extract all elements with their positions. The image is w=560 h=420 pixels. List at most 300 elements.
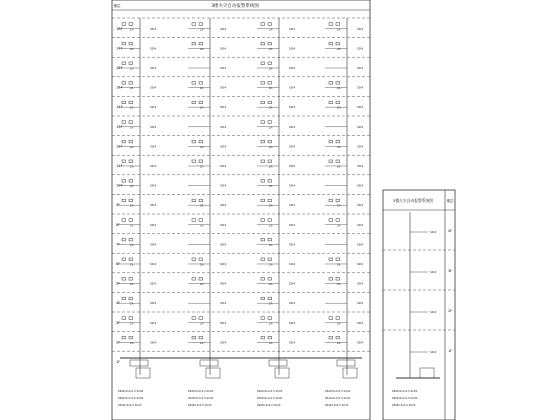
device-code: SD4 <box>357 340 364 345</box>
module-box <box>343 368 357 378</box>
device-code: SD4 <box>289 65 296 70</box>
module-code: ZA <box>269 145 273 149</box>
smoke-detector-symbol <box>329 317 333 320</box>
smoke-detector-symbol <box>336 101 340 104</box>
floor-device-group <box>325 242 363 246</box>
floor-label: 8F <box>116 222 121 227</box>
floor-device-group <box>257 317 295 326</box>
smoke-detector-symbol <box>122 238 126 241</box>
device-code: SD4 <box>430 310 437 314</box>
device-code: SD4 <box>357 144 364 149</box>
floor-device-group <box>257 336 295 345</box>
smoke-detector-symbol <box>268 317 272 320</box>
floor-device-group <box>188 219 226 228</box>
smoke-detector-symbol <box>122 140 126 143</box>
smoke-detector-symbol <box>199 101 203 104</box>
device-code: SD4 <box>289 242 296 247</box>
module-code: ZA <box>269 243 273 247</box>
floor-device-group <box>188 101 226 110</box>
smoke-detector-symbol <box>122 219 126 222</box>
floor-device-group <box>325 140 363 149</box>
module-box <box>275 368 289 378</box>
smoke-detector-symbol <box>268 62 272 64</box>
module-code: ZA <box>269 28 273 32</box>
floor-label: 16F <box>116 65 123 70</box>
smoke-detector-symbol <box>129 121 133 124</box>
floor-device-group <box>257 101 295 110</box>
device-code: SD4 <box>357 163 364 168</box>
panel-box <box>200 360 218 366</box>
module-code: ZA <box>269 204 273 208</box>
smoke-detector-symbol <box>129 160 133 163</box>
smoke-detector-symbol <box>261 62 265 64</box>
smoke-detector-symbol <box>268 297 272 300</box>
smoke-detector-symbol <box>261 23 265 26</box>
module-code: ZA <box>200 106 204 110</box>
smoke-detector-symbol <box>192 258 196 261</box>
module-code: ZA <box>269 47 273 51</box>
cable-label: ZR-RVS-2x1.5 SC20 <box>188 390 214 393</box>
smoke-detector-symbol <box>329 140 333 143</box>
floor-device-group <box>325 317 363 326</box>
module-code: ZA <box>130 145 134 149</box>
smoke-detector-symbol <box>129 336 133 339</box>
device-code: SD4 <box>357 203 364 208</box>
device-code: SD4 <box>220 320 227 325</box>
cable-label: ZR-RVS-2x1.5 SC20 <box>325 397 351 400</box>
floor-device-group <box>257 42 295 51</box>
floor-device-group <box>325 82 363 91</box>
device-code: SD4 <box>150 65 157 70</box>
floor-device-group <box>118 82 156 91</box>
device-code: SD4 <box>289 222 296 227</box>
device-code: SD4 <box>289 124 296 129</box>
floor-device-group <box>325 258 363 267</box>
floor-device-group <box>325 278 363 287</box>
module-code: ZA <box>200 283 204 287</box>
smoke-detector-symbol <box>192 160 196 163</box>
module-code: ZA <box>269 67 273 71</box>
module-code: ZA <box>337 165 341 169</box>
device-code: SD4 <box>220 340 227 345</box>
module-box <box>206 368 220 378</box>
device-code: SD4 <box>289 105 296 110</box>
smoke-detector-symbol <box>122 199 126 202</box>
device-code: SD4 <box>220 124 227 129</box>
module-code: ZA <box>130 204 134 208</box>
floor-device-group <box>118 199 156 208</box>
smoke-detector-symbol <box>336 160 340 163</box>
floor-device-group <box>118 121 156 130</box>
floor-label: 2F <box>116 340 121 345</box>
smoke-detector-symbol <box>261 297 265 300</box>
module-code: ZA <box>130 47 134 51</box>
smoke-detector-symbol <box>261 160 265 163</box>
device-code: SD4 <box>150 163 157 168</box>
smoke-detector-symbol <box>122 160 126 163</box>
module-code: ZA <box>269 87 273 91</box>
smoke-detector-symbol <box>192 140 196 143</box>
smoke-detector-symbol <box>122 101 126 104</box>
device-code: SD4 <box>220 144 227 149</box>
floor-device-group <box>257 258 295 267</box>
device-code: SD4 <box>220 46 227 51</box>
smoke-detector-symbol <box>261 219 265 222</box>
floor-label: 4F <box>116 301 121 306</box>
floor-device-group <box>118 238 156 247</box>
module-code: ZA <box>337 87 341 91</box>
device-code: SD4 <box>150 203 157 208</box>
module-code: ZA <box>269 185 273 189</box>
smoke-detector-symbol <box>199 42 203 45</box>
smoke-detector-symbol <box>122 82 126 85</box>
smoke-detector-symbol <box>122 336 126 339</box>
cable-label: ZR-BV-4x2.5 SC25 <box>257 404 281 407</box>
smoke-detector-symbol <box>192 336 196 339</box>
cable-label: ZR-RVS-2x1.5 SC20 <box>392 390 418 393</box>
module-code: ZA <box>200 263 204 267</box>
module-code: ZA <box>337 47 341 51</box>
floor-device-group <box>325 301 363 305</box>
smoke-detector-symbol <box>192 219 196 222</box>
smoke-detector-symbol <box>336 82 340 85</box>
floor-device-group <box>257 297 295 306</box>
smoke-detector-symbol <box>336 278 340 281</box>
smoke-detector-symbol <box>122 258 126 261</box>
device-code: SD4 <box>220 183 227 188</box>
cable-label: ZR-BV-4x2.5 SC25 <box>325 404 349 407</box>
module-code: ZA <box>130 263 134 267</box>
module-code: ZA <box>200 165 204 169</box>
floor-column-header: 楼层 <box>113 4 121 8</box>
panel-group <box>188 360 220 407</box>
module-code: ZA <box>269 106 273 110</box>
device-code: SD4 <box>357 183 364 188</box>
device-code: SD4 <box>289 183 296 188</box>
module-code: ZA <box>200 145 204 149</box>
smoke-detector-symbol <box>261 258 265 261</box>
smoke-detector-symbol <box>261 180 265 183</box>
floor-device-group <box>325 160 363 169</box>
cable-label: ZR-RVS-2x1.5 SC20 <box>257 397 283 400</box>
smoke-detector-symbol <box>268 121 272 124</box>
smoke-detector-symbol <box>261 82 265 85</box>
smoke-detector-symbol <box>268 219 272 222</box>
smoke-detector-symbol <box>192 23 196 26</box>
device-code: SD4 <box>220 203 227 208</box>
floor-device-group <box>257 238 295 247</box>
floor-device-group <box>257 278 295 287</box>
smoke-detector-symbol <box>129 62 133 64</box>
device-code: SD4 <box>289 261 296 266</box>
smoke-detector-symbol <box>268 278 272 281</box>
device-code: SD4 <box>150 183 157 188</box>
module-box <box>420 368 434 378</box>
floor-device-group <box>188 184 226 188</box>
smoke-detector-symbol <box>122 62 126 64</box>
smoke-detector-symbol <box>329 82 333 85</box>
cable-label: ZR-BV-4x2.5 SC25 <box>118 404 142 407</box>
module-code: ZA <box>130 87 134 91</box>
cable-label: ZR-BV-4x2.5 SC25 <box>392 404 416 407</box>
module-code: ZA <box>130 28 134 32</box>
smoke-detector-symbol <box>192 199 196 202</box>
device-code: SD4 <box>289 144 296 149</box>
smoke-detector-symbol <box>329 199 333 202</box>
floor-device-group <box>188 66 226 70</box>
module-code: ZA <box>269 283 273 287</box>
smoke-detector-symbol <box>336 140 340 143</box>
smoke-detector-symbol <box>336 199 340 202</box>
module-box <box>136 368 150 378</box>
smoke-detector-symbol <box>261 317 265 320</box>
floor-device-group <box>257 199 295 208</box>
smoke-detector-symbol <box>329 23 333 26</box>
floor-device-group <box>188 258 226 267</box>
smoke-detector-symbol <box>268 336 272 339</box>
floor-label: 3F <box>116 320 121 325</box>
smoke-detector-symbol <box>199 317 203 320</box>
cable-label: ZR-RVS-2x1.5 SC20 <box>257 390 283 393</box>
device-code: SD4 <box>357 281 364 286</box>
device-code: SD4 <box>289 163 296 168</box>
device-code: SD4 <box>220 85 227 90</box>
device-code: SD4 <box>430 270 437 274</box>
smoke-detector-symbol <box>268 258 272 261</box>
cable-label: ZR-RVS-2x1.5 SC20 <box>118 397 144 400</box>
module-code: ZA <box>269 165 273 169</box>
module-code: ZA <box>337 106 341 110</box>
panel-group <box>325 360 357 407</box>
device-code: SD4 <box>220 105 227 110</box>
smoke-detector-symbol <box>192 317 196 320</box>
device-code: SD4 <box>357 105 364 110</box>
device-code: SD4 <box>357 85 364 90</box>
smoke-detector-symbol <box>268 199 272 202</box>
floor-label: 13F <box>116 124 123 129</box>
smoke-detector-symbol <box>199 278 203 281</box>
smoke-detector-symbol <box>129 140 133 143</box>
module-code: ZA <box>269 322 273 326</box>
smoke-detector-symbol <box>268 101 272 104</box>
device-code: SD4 <box>150 261 157 266</box>
smoke-detector-symbol <box>261 101 265 104</box>
smoke-detector-symbol <box>336 317 340 320</box>
module-code: ZA <box>130 243 134 247</box>
cable-label: ZR-RVS-2x1.5 SC20 <box>118 390 144 393</box>
device-code: SD4 <box>150 281 157 286</box>
floor-device-group <box>118 62 156 71</box>
smoke-detector-symbol <box>261 238 265 241</box>
device-code: SD4 <box>220 65 227 70</box>
smoke-detector-symbol <box>261 121 265 124</box>
smoke-detector-symbol <box>261 199 265 202</box>
floor-device-group <box>188 82 226 91</box>
smoke-detector-symbol <box>268 238 272 241</box>
floor-device-group <box>118 317 156 326</box>
smoke-detector-symbol <box>329 336 333 339</box>
floor-device-group <box>257 219 295 228</box>
floor-label: 4F <box>448 229 453 233</box>
smoke-detector-symbol <box>122 278 126 281</box>
floor-label: 2F <box>448 309 453 313</box>
smoke-detector-symbol <box>329 101 333 104</box>
floor-device-group <box>325 42 363 51</box>
device-code: SD4 <box>357 261 364 266</box>
smoke-detector-symbol <box>122 121 126 124</box>
smoke-detector-symbol <box>268 82 272 85</box>
module-code: ZA <box>269 302 273 306</box>
module-code: ZA <box>269 263 273 267</box>
floor-device-group <box>257 23 295 32</box>
smoke-detector-symbol <box>329 42 333 45</box>
device-code: SD4 <box>357 124 364 129</box>
module-code: ZA <box>130 302 134 306</box>
floor-device-group <box>325 336 363 345</box>
device-code: SD4 <box>150 124 157 129</box>
floor-label: 3F <box>448 269 453 273</box>
module-code: ZA <box>337 28 341 32</box>
device-code: SD4 <box>357 65 364 70</box>
smoke-detector-symbol <box>129 42 133 45</box>
floor-device-group <box>118 140 156 149</box>
module-code: ZA <box>130 126 134 130</box>
smoke-detector-symbol <box>336 42 340 45</box>
module-code: ZA <box>269 341 273 345</box>
floor-device-group <box>118 160 156 169</box>
device-code: SD4 <box>220 261 227 266</box>
floor-device-group <box>257 82 295 91</box>
floor-device-group <box>325 101 363 110</box>
floor-label: 7F <box>116 242 121 247</box>
floor-device-group <box>257 121 295 130</box>
smoke-detector-symbol <box>122 23 126 26</box>
floor-device-group <box>188 336 226 345</box>
smoke-detector-symbol <box>268 160 272 163</box>
device-code: SD4 <box>289 26 296 31</box>
floor-device-group <box>325 125 363 129</box>
floor-label: 6F <box>116 261 121 266</box>
floor-device-group <box>257 62 295 71</box>
smoke-detector-symbol <box>129 23 133 26</box>
floor-label: 14F <box>116 105 123 110</box>
smoke-detector-symbol <box>268 42 272 45</box>
module-code: ZA <box>130 185 134 189</box>
panel-box <box>130 360 148 366</box>
smoke-detector-symbol <box>192 278 196 281</box>
device-code: SD4 <box>150 46 157 51</box>
device-code: SD4 <box>220 281 227 286</box>
smoke-detector-symbol <box>129 101 133 104</box>
floor-device-group <box>188 160 226 169</box>
smoke-detector-symbol <box>329 278 333 281</box>
main-diagram-frame <box>112 0 370 420</box>
smoke-detector-symbol <box>129 199 133 202</box>
floor-device-group <box>118 336 156 345</box>
smoke-detector-symbol <box>129 180 133 183</box>
device-code: SD4 <box>289 301 296 306</box>
module-code: ZA <box>130 341 134 345</box>
panel-box <box>269 360 287 366</box>
floor-label: 17F <box>116 46 123 51</box>
module-code: ZA <box>200 87 204 91</box>
device-code: SD4 <box>430 230 437 234</box>
smoke-detector-symbol <box>199 160 203 163</box>
floor-device-group <box>410 230 436 234</box>
floor-device-group <box>325 184 363 188</box>
floor-device-group <box>188 23 226 32</box>
cable-label: ZR-RVS-2x1.5 SC20 <box>325 390 351 393</box>
smoke-detector-symbol <box>199 140 203 143</box>
device-code: SD4 <box>430 350 437 354</box>
smoke-detector-symbol <box>199 219 203 222</box>
device-code: SD4 <box>357 301 364 306</box>
floor-device-group <box>410 270 436 274</box>
smoke-detector-symbol <box>261 278 265 281</box>
floor-device-group <box>325 23 363 32</box>
device-code: SD4 <box>150 340 157 345</box>
floor-label: 5F <box>116 281 121 286</box>
floor-device-group <box>188 278 226 287</box>
side-title: 3楼火灾自动报警系统图 <box>392 198 434 203</box>
smoke-detector-symbol <box>336 258 340 261</box>
floor-device-group <box>410 350 436 354</box>
module-code: ZA <box>130 224 134 228</box>
device-code: SD4 <box>289 340 296 345</box>
device-code: SD4 <box>150 301 157 306</box>
floor-label: 9F <box>116 203 121 208</box>
floor-label: 11F <box>116 163 123 168</box>
floor-label: 1F <box>116 359 121 364</box>
panel-box <box>337 360 355 366</box>
floor-device-group <box>118 219 156 228</box>
floor-device-group <box>257 140 295 149</box>
module-code: ZA <box>200 47 204 51</box>
smoke-detector-symbol <box>129 278 133 281</box>
device-code: SD4 <box>289 85 296 90</box>
side-floor-header: 楼层 <box>446 199 454 203</box>
smoke-detector-symbol <box>268 180 272 183</box>
floor-label: 12F <box>116 144 123 149</box>
device-code: SD4 <box>289 320 296 325</box>
floor-device-group <box>118 101 156 110</box>
floor-device-group <box>118 258 156 267</box>
floor-device-group <box>188 125 226 129</box>
device-code: SD4 <box>150 26 157 31</box>
smoke-detector-symbol <box>129 219 133 222</box>
floor-label: 15F <box>116 85 123 90</box>
module-code: ZA <box>130 165 134 169</box>
smoke-detector-symbol <box>129 297 133 300</box>
smoke-detector-symbol <box>268 140 272 143</box>
floor-device-group <box>257 160 295 169</box>
smoke-detector-symbol <box>199 336 203 339</box>
smoke-detector-symbol <box>268 23 272 26</box>
module-code: ZA <box>200 224 204 228</box>
smoke-detector-symbol <box>199 258 203 261</box>
device-code: SD4 <box>220 222 227 227</box>
device-code: SD4 <box>289 46 296 51</box>
smoke-detector-symbol <box>192 101 196 104</box>
smoke-detector-symbol <box>261 42 265 45</box>
floor-device-group <box>188 199 226 208</box>
device-code: SD4 <box>357 46 364 51</box>
floor-device-group <box>118 297 156 306</box>
smoke-detector-symbol <box>122 317 126 320</box>
floor-device-group <box>118 23 156 32</box>
floor-label: 1F <box>448 349 453 353</box>
module-code: ZA <box>337 204 341 208</box>
